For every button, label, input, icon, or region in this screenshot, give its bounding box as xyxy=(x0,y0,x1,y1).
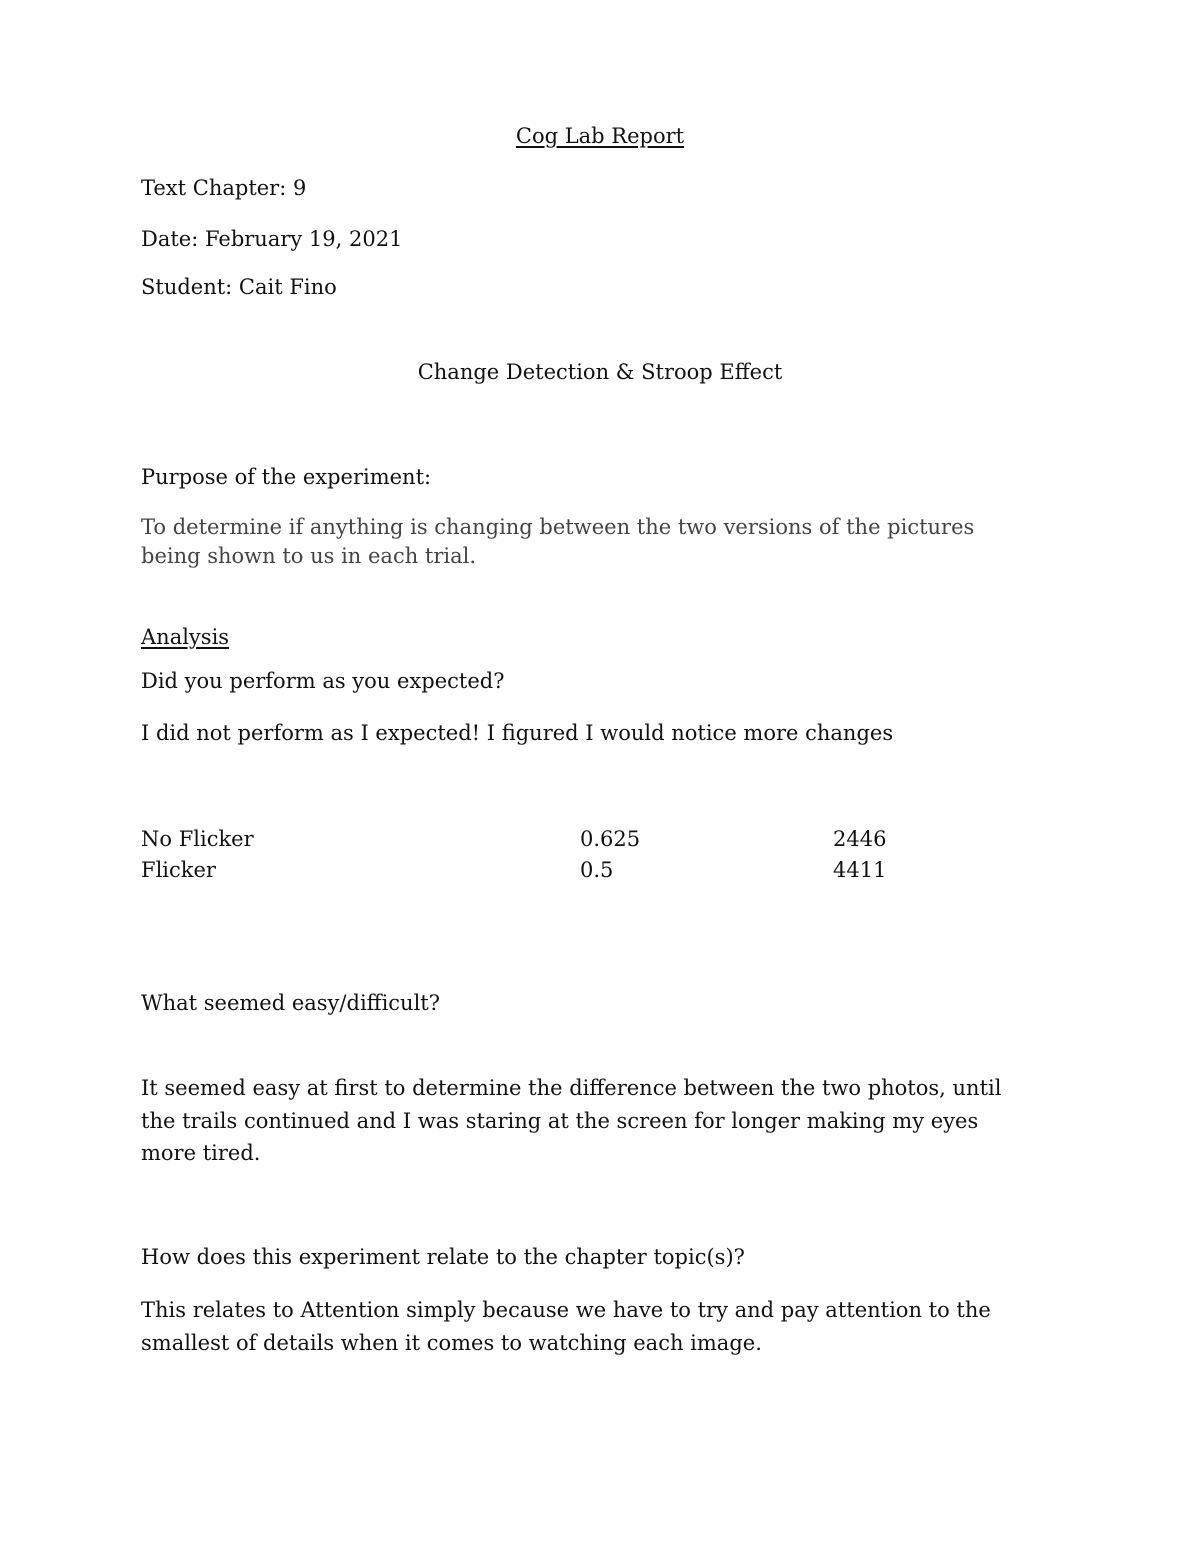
table-cell-condition: Flicker xyxy=(141,858,216,882)
answer-line: more tired. xyxy=(141,1141,261,1165)
answer-line: It seemed easy at first to determine the difference between the two photos, until xyxy=(141,1076,1002,1100)
answer-chapter-relation xyxy=(141,1294,1071,1359)
table-cell-time: 4411 xyxy=(833,858,887,882)
experiment-title: Change Detection & Stroop Effect xyxy=(417,360,783,384)
purpose-line: being shown to us in each trial. xyxy=(141,544,477,568)
question-chapter-relation: How does this experiment relate to the chapter topic(s)? xyxy=(141,1245,745,1269)
answer-line: This relates to Attention simply because we have to try and pay attention to the xyxy=(141,1298,991,1322)
table-cell-accuracy: 0.625 xyxy=(580,827,641,851)
table-cell-condition: No Flicker xyxy=(141,827,254,851)
question-easy-difficult: What seemed easy/difficult? xyxy=(141,991,440,1015)
purpose-line: To determine if anything is changing between the two versions of the pictures xyxy=(141,515,975,539)
report-title: Cog Lab Report xyxy=(515,124,685,148)
table-cell-accuracy: 0.5 xyxy=(580,858,614,882)
question-performance: Did you perform as you expected? xyxy=(141,669,505,693)
table-cell-time: 2446 xyxy=(833,827,887,851)
answer-easy-difficult xyxy=(141,1072,1071,1170)
date: Date: February 19, 2021 xyxy=(141,227,403,251)
analysis-heading: Analysis xyxy=(141,625,230,649)
answer-performance: I did not perform as I expected! I figured I would notice more changes xyxy=(141,721,894,745)
purpose-paragraph xyxy=(141,513,1071,571)
text-chapter: Text Chapter: 9 xyxy=(141,176,307,200)
answer-line: smallest of details when it comes to watching each image. xyxy=(141,1330,762,1355)
student: Student: Cait Fino xyxy=(141,275,337,299)
purpose-heading: Purpose of the experiment: xyxy=(141,465,432,489)
answer-line: the trails continued and I was staring at the screen for longer making my eyes xyxy=(141,1108,979,1133)
